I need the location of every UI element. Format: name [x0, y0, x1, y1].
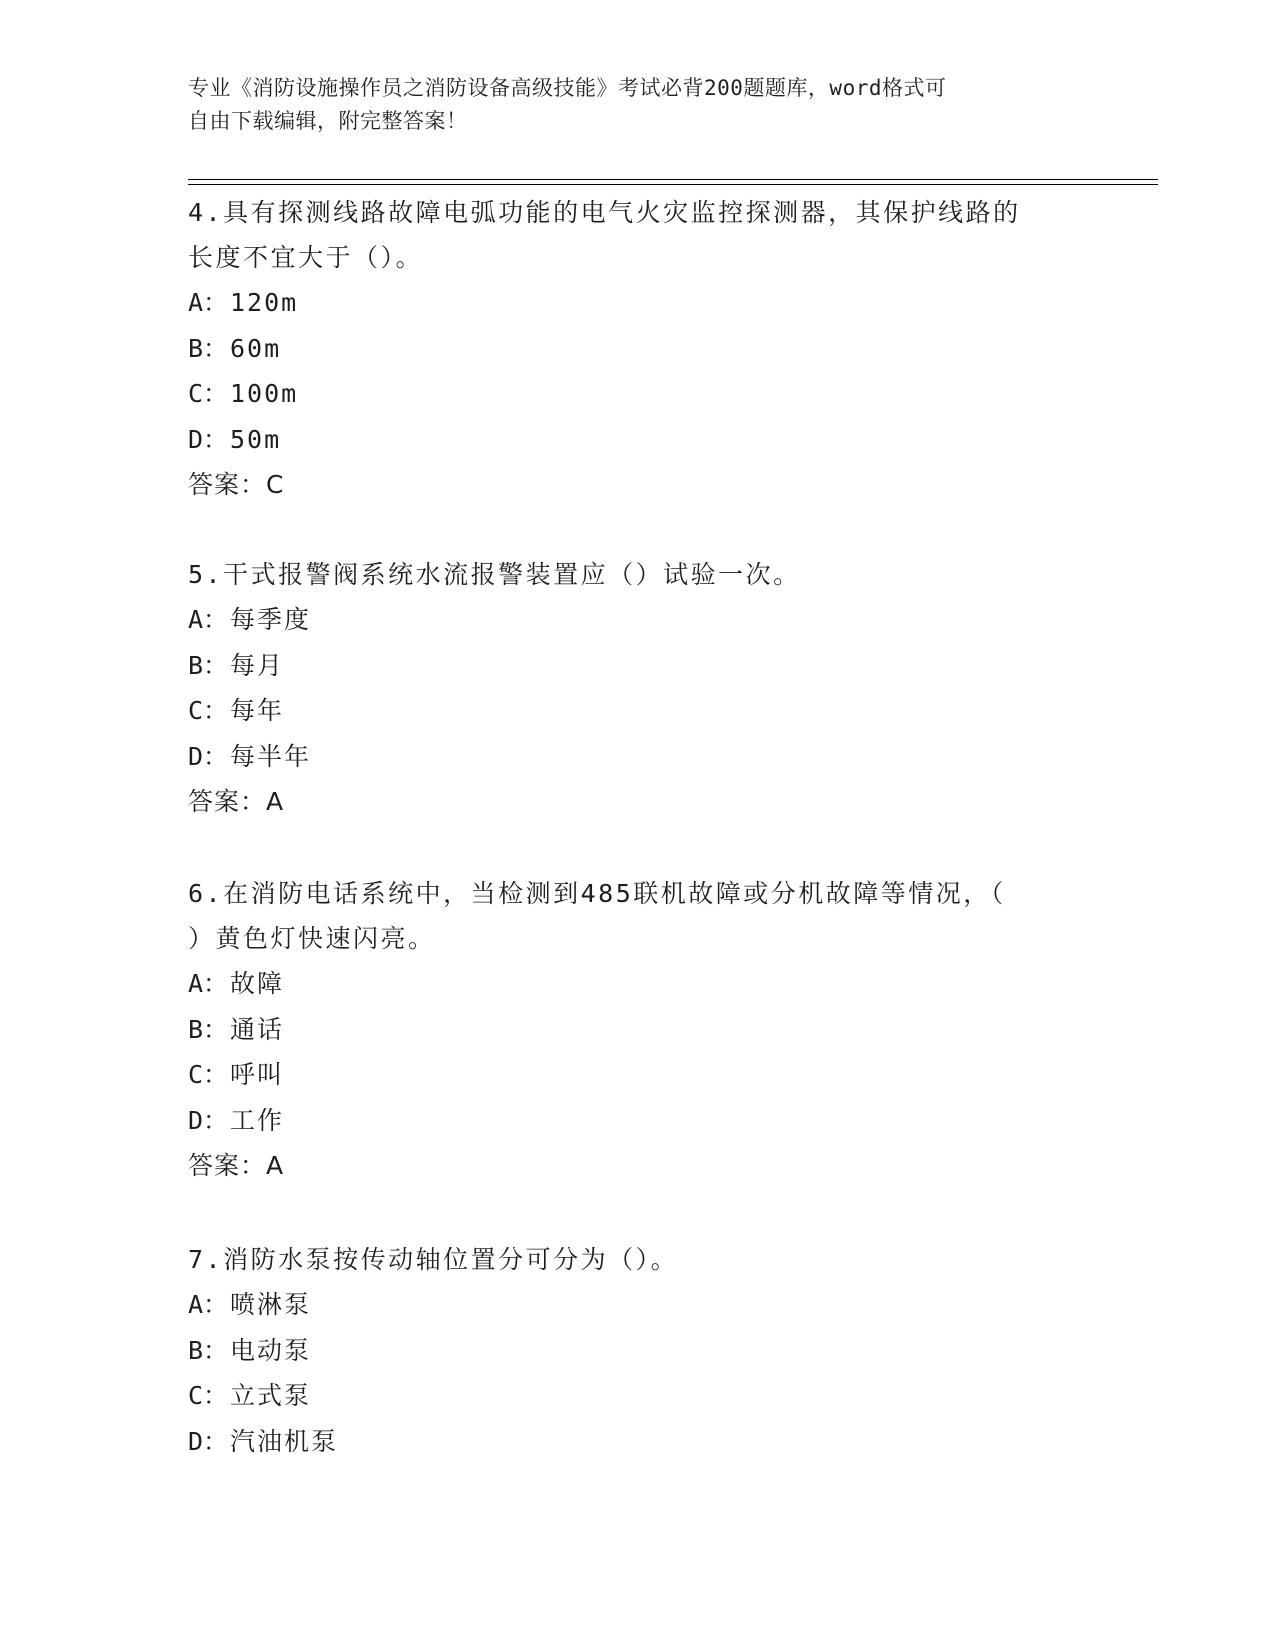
- question-6: [188, 871, 1068, 1188]
- option-text: 汽油机泵: [230, 1426, 339, 1456]
- question-stem: [188, 871, 1068, 961]
- header-line-2: 自由下载编辑，附完整答案！: [188, 109, 468, 133]
- option-letter: B：: [188, 1335, 229, 1365]
- option-c: [188, 371, 1068, 417]
- question-stem: [188, 1237, 1068, 1282]
- header-divider-top: [188, 179, 1158, 180]
- option-letter: D：: [188, 1426, 229, 1456]
- header-line-1: 专业《消防设施操作员之消防设备高级技能》考试必背200题题库，word格式可: [188, 76, 947, 100]
- option-letter: D：: [188, 1105, 229, 1135]
- option-letter: A：: [188, 288, 229, 317]
- option-d: [188, 1098, 1068, 1144]
- option-text: 呼叫: [230, 1060, 285, 1089]
- option-letter: C：: [188, 1381, 229, 1410]
- option-letter: C：: [188, 696, 229, 725]
- question-7: [188, 1237, 1068, 1464]
- option-c: [188, 1052, 1068, 1098]
- header-divider-bottom: [188, 184, 1158, 185]
- option-letter: C：: [188, 379, 229, 408]
- option-a: [188, 280, 1068, 326]
- option-letter: C：: [188, 1060, 229, 1089]
- option-text: 电动泵: [230, 1335, 312, 1365]
- question-stem-line: 4.具有探测线路故障电弧功能的电气火灾监控探测器，其保护线路的: [188, 198, 1021, 227]
- option-c: [188, 688, 1068, 734]
- option-a: [188, 961, 1068, 1007]
- question-stem: [188, 190, 1068, 280]
- question-stem-line: 6.在消防电话系统中，当检测到485联机故障或分机故障等情况，（: [188, 879, 1006, 908]
- option-b: [188, 1007, 1068, 1053]
- option-letter: A：: [188, 969, 229, 998]
- option-letter: D：: [188, 424, 229, 454]
- option-d: [188, 734, 1068, 780]
- option-text: 120m: [230, 288, 299, 317]
- option-b: [188, 643, 1068, 689]
- option-text: 60m: [230, 333, 282, 363]
- option-text: 每年: [230, 696, 285, 725]
- question-stem-line: 长度不宜大于（）。: [188, 243, 424, 272]
- option-text: 每季度: [230, 605, 312, 634]
- document-header: [188, 72, 1068, 138]
- option-text: 100m: [230, 379, 299, 408]
- answer-line: 答案：A: [188, 1151, 285, 1180]
- option-d: [188, 417, 1068, 463]
- option-letter: B：: [188, 333, 229, 363]
- answer-line: 答案：C: [188, 470, 285, 499]
- option-letter: A：: [188, 605, 229, 634]
- option-d: [188, 1419, 1068, 1465]
- option-letter: B：: [188, 650, 229, 680]
- question-stem: [188, 552, 1068, 597]
- option-letter: B：: [188, 1014, 229, 1044]
- option-text: 立式泵: [230, 1381, 312, 1410]
- question-5: [188, 552, 1068, 824]
- option-text: 50m: [230, 424, 282, 454]
- option-b: [188, 1328, 1068, 1374]
- question-stem-line: 5.干式报警阀系统水流报警装置应（）试验一次。: [188, 560, 801, 589]
- option-letter: D：: [188, 741, 229, 771]
- option-b: [188, 326, 1068, 372]
- option-a: [188, 1282, 1068, 1328]
- question-4: [188, 190, 1068, 507]
- option-text: 每半年: [230, 741, 312, 771]
- option-letter: A：: [188, 1290, 229, 1319]
- option-text: 工作: [230, 1105, 285, 1135]
- option-text: 通话: [230, 1014, 285, 1044]
- question-stem-line: 7.消防水泵按传动轴位置分可分为（）。: [188, 1245, 679, 1274]
- option-c: [188, 1373, 1068, 1419]
- option-text: 每月: [230, 650, 285, 680]
- option-text: 故障: [230, 969, 285, 998]
- answer-line: 答案：A: [188, 787, 285, 816]
- option-text: 喷淋泵: [230, 1290, 312, 1319]
- question-stem-line: ）黄色灯快速闪亮。: [188, 924, 436, 953]
- option-a: [188, 597, 1068, 643]
